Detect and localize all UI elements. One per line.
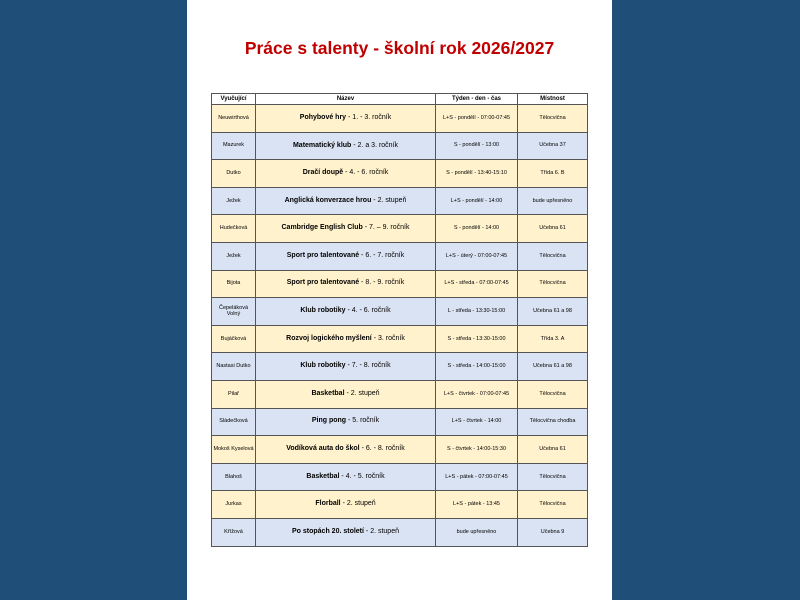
- activity-grades: - 6. - 7. ročník: [359, 251, 405, 259]
- cell-teacher: Křížová: [212, 518, 256, 546]
- cell-room: Třída 6. B: [518, 160, 588, 188]
- cell-name: [256, 380, 436, 408]
- cell-name: [256, 242, 436, 270]
- cell-room: Třída 3. A: [518, 325, 588, 353]
- cell-time: L - středa - 13:30-15:00: [436, 298, 518, 326]
- activity-grades: - 7. - 8. ročník: [345, 362, 391, 370]
- header-time: Týden - den - čas: [436, 94, 518, 105]
- cell-time: S - středa - 14:00-15:00: [436, 353, 518, 381]
- cell-time: L+S - úterý - 07:00-07:45: [436, 242, 518, 270]
- activity-grades: - 8. - 9. ročník: [359, 279, 405, 287]
- activity-title: Cambridge English Club: [281, 224, 363, 232]
- table-row: [212, 463, 588, 491]
- activity-grades: - 4. - 5. ročník: [339, 472, 385, 480]
- activity-grades: - 2. stupeň: [363, 527, 399, 535]
- cell-room: Učebna 61 a 98: [518, 353, 588, 381]
- cell-room: Učebna 61 a 98: [518, 298, 588, 326]
- table-header-row: [212, 94, 588, 105]
- activity-grades: - 4. - 6. ročník: [343, 169, 389, 177]
- activity-grades: - 7. – 9. ročník: [362, 224, 410, 232]
- activity-title: Po stopách 20. století: [292, 527, 364, 535]
- activity-title: Dračí doupě: [302, 169, 344, 177]
- cell-teacher: Sládečková: [212, 408, 256, 436]
- table-row: [212, 325, 588, 353]
- cell-room: Tělocvična: [518, 463, 588, 491]
- cell-teacher: Hudečková: [212, 215, 256, 243]
- activity-grades: - 2. a 3. ročník: [351, 141, 399, 149]
- activity-grades: - 1. - 3. ročník: [346, 113, 392, 121]
- cell-room: Tělocvična: [518, 491, 588, 519]
- cell-name: [256, 187, 436, 215]
- table-row: [212, 353, 588, 381]
- cell-teacher: Neuwirthová: [212, 105, 256, 133]
- document-page: [187, 0, 612, 600]
- header-name: Název: [256, 94, 436, 105]
- activity-title: Basketbal: [306, 472, 340, 480]
- cell-time: L+S - pondělí - 07:00-07:45: [436, 105, 518, 133]
- activity-title: Pohybové hry: [299, 113, 347, 121]
- cell-room: Učebna 37: [518, 132, 588, 160]
- cell-name: [256, 298, 436, 326]
- table-row: [212, 436, 588, 464]
- table-row: [212, 270, 588, 298]
- cell-teacher: Bujáčková: [212, 325, 256, 353]
- cell-name: [256, 353, 436, 381]
- cell-name: [256, 408, 436, 436]
- cell-teacher: Ježek: [212, 187, 256, 215]
- activity-title: Klub robotiky: [300, 362, 346, 370]
- table-row: [212, 380, 588, 408]
- header-room: Místnost: [518, 94, 588, 105]
- table-row: [212, 491, 588, 519]
- cell-teacher: Mokoš Kyselová: [212, 436, 256, 464]
- cell-name: [256, 215, 436, 243]
- cell-teacher: Ježek: [212, 242, 256, 270]
- activity-title: Sport pro talentované: [286, 279, 360, 287]
- activity-title: Florball: [315, 500, 341, 508]
- cell-time: L+S - středa - 07:00-07:45: [436, 270, 518, 298]
- page-title: Práce s talenty - školní rok 2026/2027: [244, 38, 555, 58]
- activity-grades: - 2. stupeň: [371, 196, 407, 204]
- cell-teacher: Nastasi Dutko: [212, 353, 256, 381]
- cell-room: Tělocvična chodba: [518, 408, 588, 436]
- cell-time: L+S - čtvrtek - 14:00: [436, 408, 518, 436]
- activity-grades: - 2. stupeň: [344, 389, 380, 397]
- cell-time: L+S - pátek - 07:00-07:45: [436, 463, 518, 491]
- cell-name: [256, 160, 436, 188]
- cell-time: S - pondělí - 14:00: [436, 215, 518, 243]
- cell-teacher: Pilař: [212, 380, 256, 408]
- cell-name: [256, 325, 436, 353]
- cell-time: S - středa - 13:30-15:00: [436, 325, 518, 353]
- cell-teacher: Jurkas: [212, 491, 256, 519]
- cell-name: [256, 518, 436, 546]
- activity-title: Anglická konverzace hrou: [284, 196, 372, 204]
- activity-grades: - 2. stupeň: [340, 500, 376, 508]
- header-teacher: Vyučující: [212, 94, 256, 105]
- activity-grades: - 5. ročník: [346, 417, 380, 425]
- cell-teacher: Dutko: [212, 160, 256, 188]
- cell-name: [256, 270, 436, 298]
- cell-room: Učebna 9: [518, 518, 588, 546]
- activity-grades: - 4. - 6. ročník: [345, 307, 391, 315]
- cell-room: Učebna 61: [518, 215, 588, 243]
- cell-time: S - pondělí - 13:40-15:10: [436, 160, 518, 188]
- table-row: [212, 160, 588, 188]
- activity-title: Basketbal: [311, 389, 345, 397]
- cell-time: S - čtvrtek - 14:00-15:30: [436, 436, 518, 464]
- table-row: [212, 408, 588, 436]
- cell-teacher: Čepeláková Volný: [212, 298, 256, 326]
- cell-teacher: Mazurek: [212, 132, 256, 160]
- activity-title: Matematický klub: [292, 141, 352, 149]
- activity-title: Sport pro talentované: [286, 251, 360, 259]
- activity-grades: - 3. ročník: [371, 334, 405, 342]
- table-row: [212, 187, 588, 215]
- cell-teacher: Bijota: [212, 270, 256, 298]
- cell-teacher: Blahoš: [212, 463, 256, 491]
- cell-time: L+S - pátek - 13:45: [436, 491, 518, 519]
- schedule-table: [211, 93, 588, 547]
- table-row: [212, 518, 588, 546]
- table-row: [212, 298, 588, 326]
- cell-time: L+S - pondělí - 14:00: [436, 187, 518, 215]
- table-row: [212, 105, 588, 133]
- cell-room: Tělocvična: [518, 270, 588, 298]
- cell-time: L+S - čtvrtek - 07:00-07:45: [436, 380, 518, 408]
- activity-grades: - 6. - 8. ročník: [359, 445, 405, 453]
- cell-room: Učebna 61: [518, 436, 588, 464]
- activity-title: Vodíková auta do škol: [286, 445, 360, 453]
- cell-name: [256, 105, 436, 133]
- cell-name: [256, 436, 436, 464]
- cell-name: [256, 491, 436, 519]
- cell-name: [256, 132, 436, 160]
- table-row: [212, 132, 588, 160]
- cell-room: bude upřesněno: [518, 187, 588, 215]
- activity-title: Ping pong: [311, 417, 347, 425]
- table-row: [212, 215, 588, 243]
- activity-title: Klub robotiky: [300, 307, 346, 315]
- cell-room: Tělocvična: [518, 380, 588, 408]
- cell-room: Tělocvična: [518, 105, 588, 133]
- cell-room: Tělocvična: [518, 242, 588, 270]
- cell-time: S - pondělí - 13:00: [436, 132, 518, 160]
- cell-time: bude upřesněno: [436, 518, 518, 546]
- table-row: [212, 242, 588, 270]
- activity-title: Rozvoj logického myšlení: [286, 334, 372, 342]
- cell-name: [256, 463, 436, 491]
